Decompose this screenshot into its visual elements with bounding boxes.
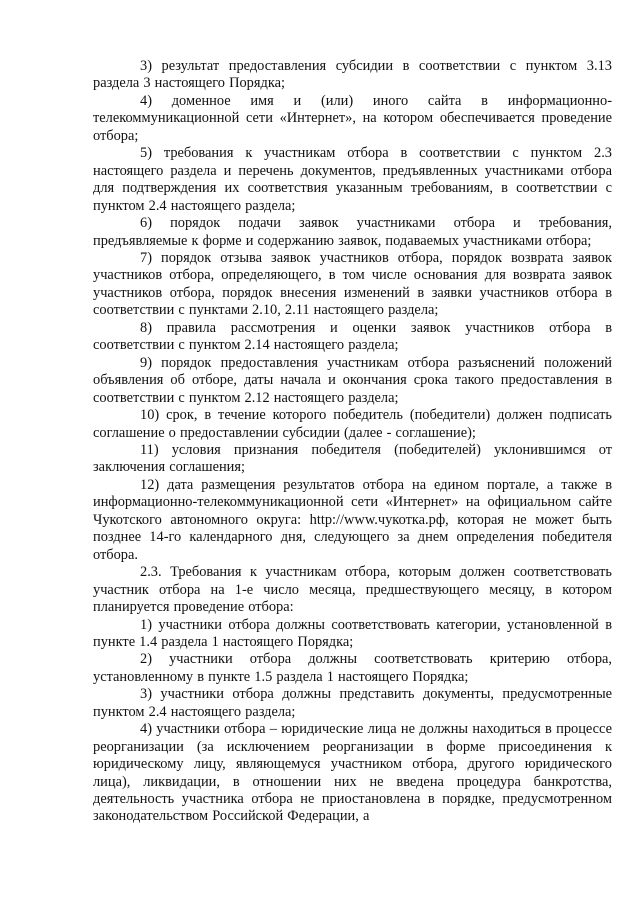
requirement-item-3: 3) участники отбора должны представить документы, предусмотренные пунктом 2.4 настоящего раздела; [93,686,612,720]
paragraph-item-10: 10) срок, в течение которого победитель (победители) должен подписать соглашение о предоставлении субсидии (далее - соглашение); [93,407,612,441]
requirement-item-2: 2) участники отбора должны соответствовать критерию отбора, установленному в пункте 1.5 раздела 1 настоящего Порядка; [93,651,612,685]
paragraph-item-12: 12) дата размещения результатов отбора на едином портале, а также в информационно-телекоммуникационной сети «Интернет» на официальном сайте Чукотского автономного округа: http://www.чукотка.рф, которая не может быть позднее 14-го календарного дня, следующего за днем определения победителя отбора. [93,476,612,563]
paragraph-item-3: 3) результат предоставления субсидии в соответствии с пунктом 3.13 раздела 3 настоящего Порядка; [93,58,612,92]
paragraph-item-5: 5) требования к участникам отбора в соответствии с пунктом 2.3 настоящего раздела и перечень документов, предъявленных участниками отбора для подтверждения их соответствия указанным требованиям, в соответствии с пунктом 2.4 настоящего раздела; [93,145,612,214]
paragraph-item-6: 6) порядок подачи заявок участниками отбора и требования, предъявляемые к форме и содержанию заявок, подаваемых участниками отбора; [93,215,612,249]
paragraph-item-4: 4) доменное имя и (или) иного сайта в информационно-телекоммуникационной сети «Интернет», на котором обеспечивается проведение отбора; [93,92,612,144]
paragraph-item-11: 11) условия признания победителя (победителей) уклонившимся от заключения соглашения; [93,441,612,476]
section-2-3-heading-paragraph: 2.3. Требования к участникам отбора, которым должен соответствовать участник отбора на 1-е число месяца, предшествующего месяцу, в котором планируется проведение отбора: [93,564,612,616]
document-body [93,58,612,826]
paragraph-item-9: 9) порядок предоставления участникам отбора разъяснений положений объявления об отборе, даты начала и окончания срока такого предоставления в соответствии с пунктом 2.12 настоящего раздела; [93,354,612,406]
paragraph-item-7: 7) порядок отзыва заявок участников отбора, порядок возврата заявок участников отбора, определяющего, в том числе основания для возврата заявок участников отбора, порядок внесения изменений в заявки участников отбора в соответствии с пунктами 2.10, 2.11 настоящего раздела; [93,249,612,319]
requirement-item-1: 1) участники отбора должны соответствовать категории, установленной в пункте 1.4 раздела 1 настоящего Порядка; [93,616,612,650]
paragraph-item-8: 8) правила рассмотрения и оценки заявок участников отбора в соответствии с пунктом 2.14 настоящего раздела; [93,319,612,354]
requirement-item-4: 4) участники отбора – юридические лица не должны находиться в процессе реорганизации (за исключением реорганизации в форме присоединения к юридическому лицу, являющемуся участником отбора, другого юридического лица), ликвидации, в отношении них не введена процедура банкротства, деятельность участника отбора не приостановлена в порядке, предусмотренном законодательством Российской Федерации, а [93,721,612,825]
